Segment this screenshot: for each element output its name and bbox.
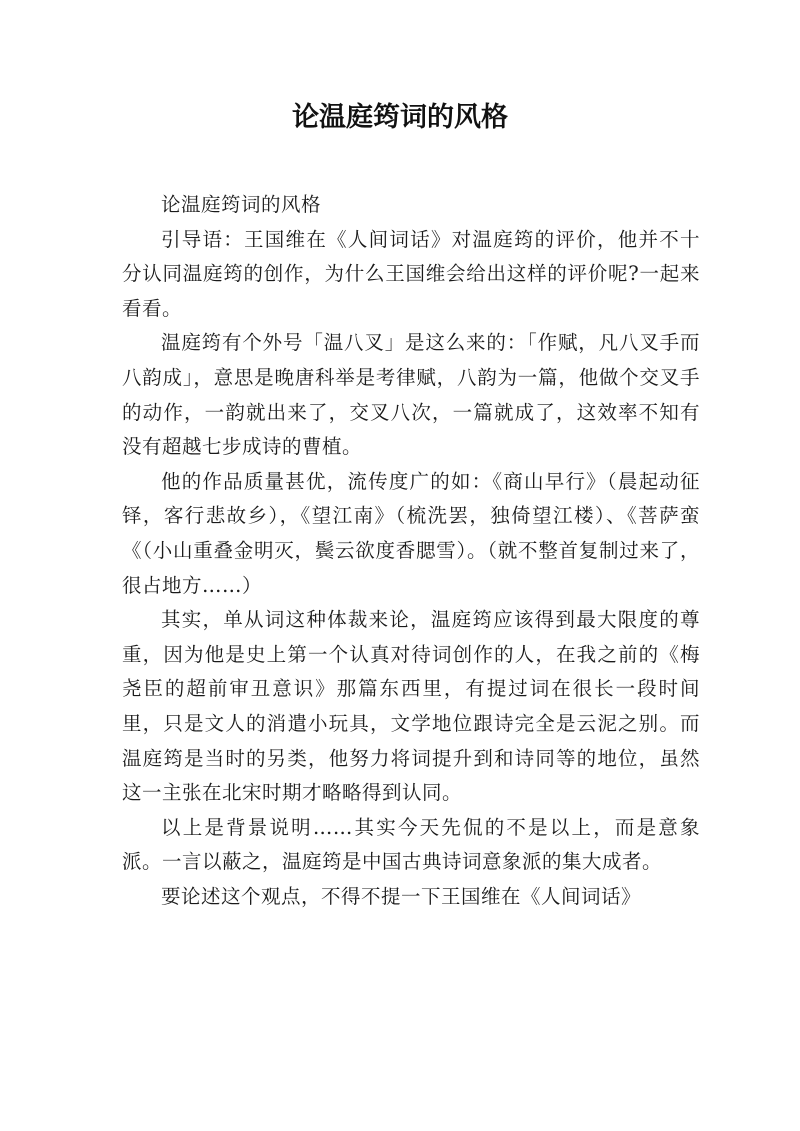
- paragraph-nickname: 温庭筠有个外号「温八叉」是这么来的：「作赋，凡八叉手而八韵成」，意思是晚唐科举是考律赋，八韵为一篇，他做个交叉手的动作，一韵就出来了，交叉八次，一篇就成了，这效率不知有没有超越七步成诗的曹植。: [122, 331, 700, 459]
- paragraph-status: 其实，单从词这种体裁来论，温庭筠应该得到最大限度的尊重，因为他是史上第一个认真对待词创作的人，在我之前的《梅尧臣的超前审丑意识》那篇东西里，有提过词在很长一段时间里，只是文人的消遣小玩具，文学地位跟诗完全是云泥之别。而温庭筠是当时的另类，他努力将词提升到和诗同等的地位，虽然这一主张在北宋时期才略略得到认同。: [122, 608, 700, 805]
- paragraph-subtitle: 论温庭筠词的风格: [161, 193, 322, 216]
- paragraph-works: 他的作品质量甚优，流传度广的如：《商山早行》（晨起动征铎，客行悲故乡），《望江南》（梳洗罢，独倚望江楼）、《菩萨蛮《（小山重叠金明灭，鬓云欲度香腮雪）。（就不整首复制过来了，很占地方……）: [122, 469, 700, 597]
- paragraph-wang-guowei: 要论述这个观点，不得不提一下王国维在《人间词话》: [161, 884, 642, 908]
- paragraph-imagism: 以上是背景说明……其实今天先侃的不是以上，而是意象派。一言以蔽之，温庭筠是中国古典诗词意象派的集大成者。: [122, 815, 700, 874]
- document-body: [122, 188, 700, 914]
- paragraph-intro: 引导语：王国维在《人间词话》对温庭筠的评价，他并不十分认同温庭筠的创作，为什么王国维会给出这样的评价呢?一起来看看。: [122, 227, 700, 320]
- page-title: 论温庭筠词的风格: [292, 102, 508, 133]
